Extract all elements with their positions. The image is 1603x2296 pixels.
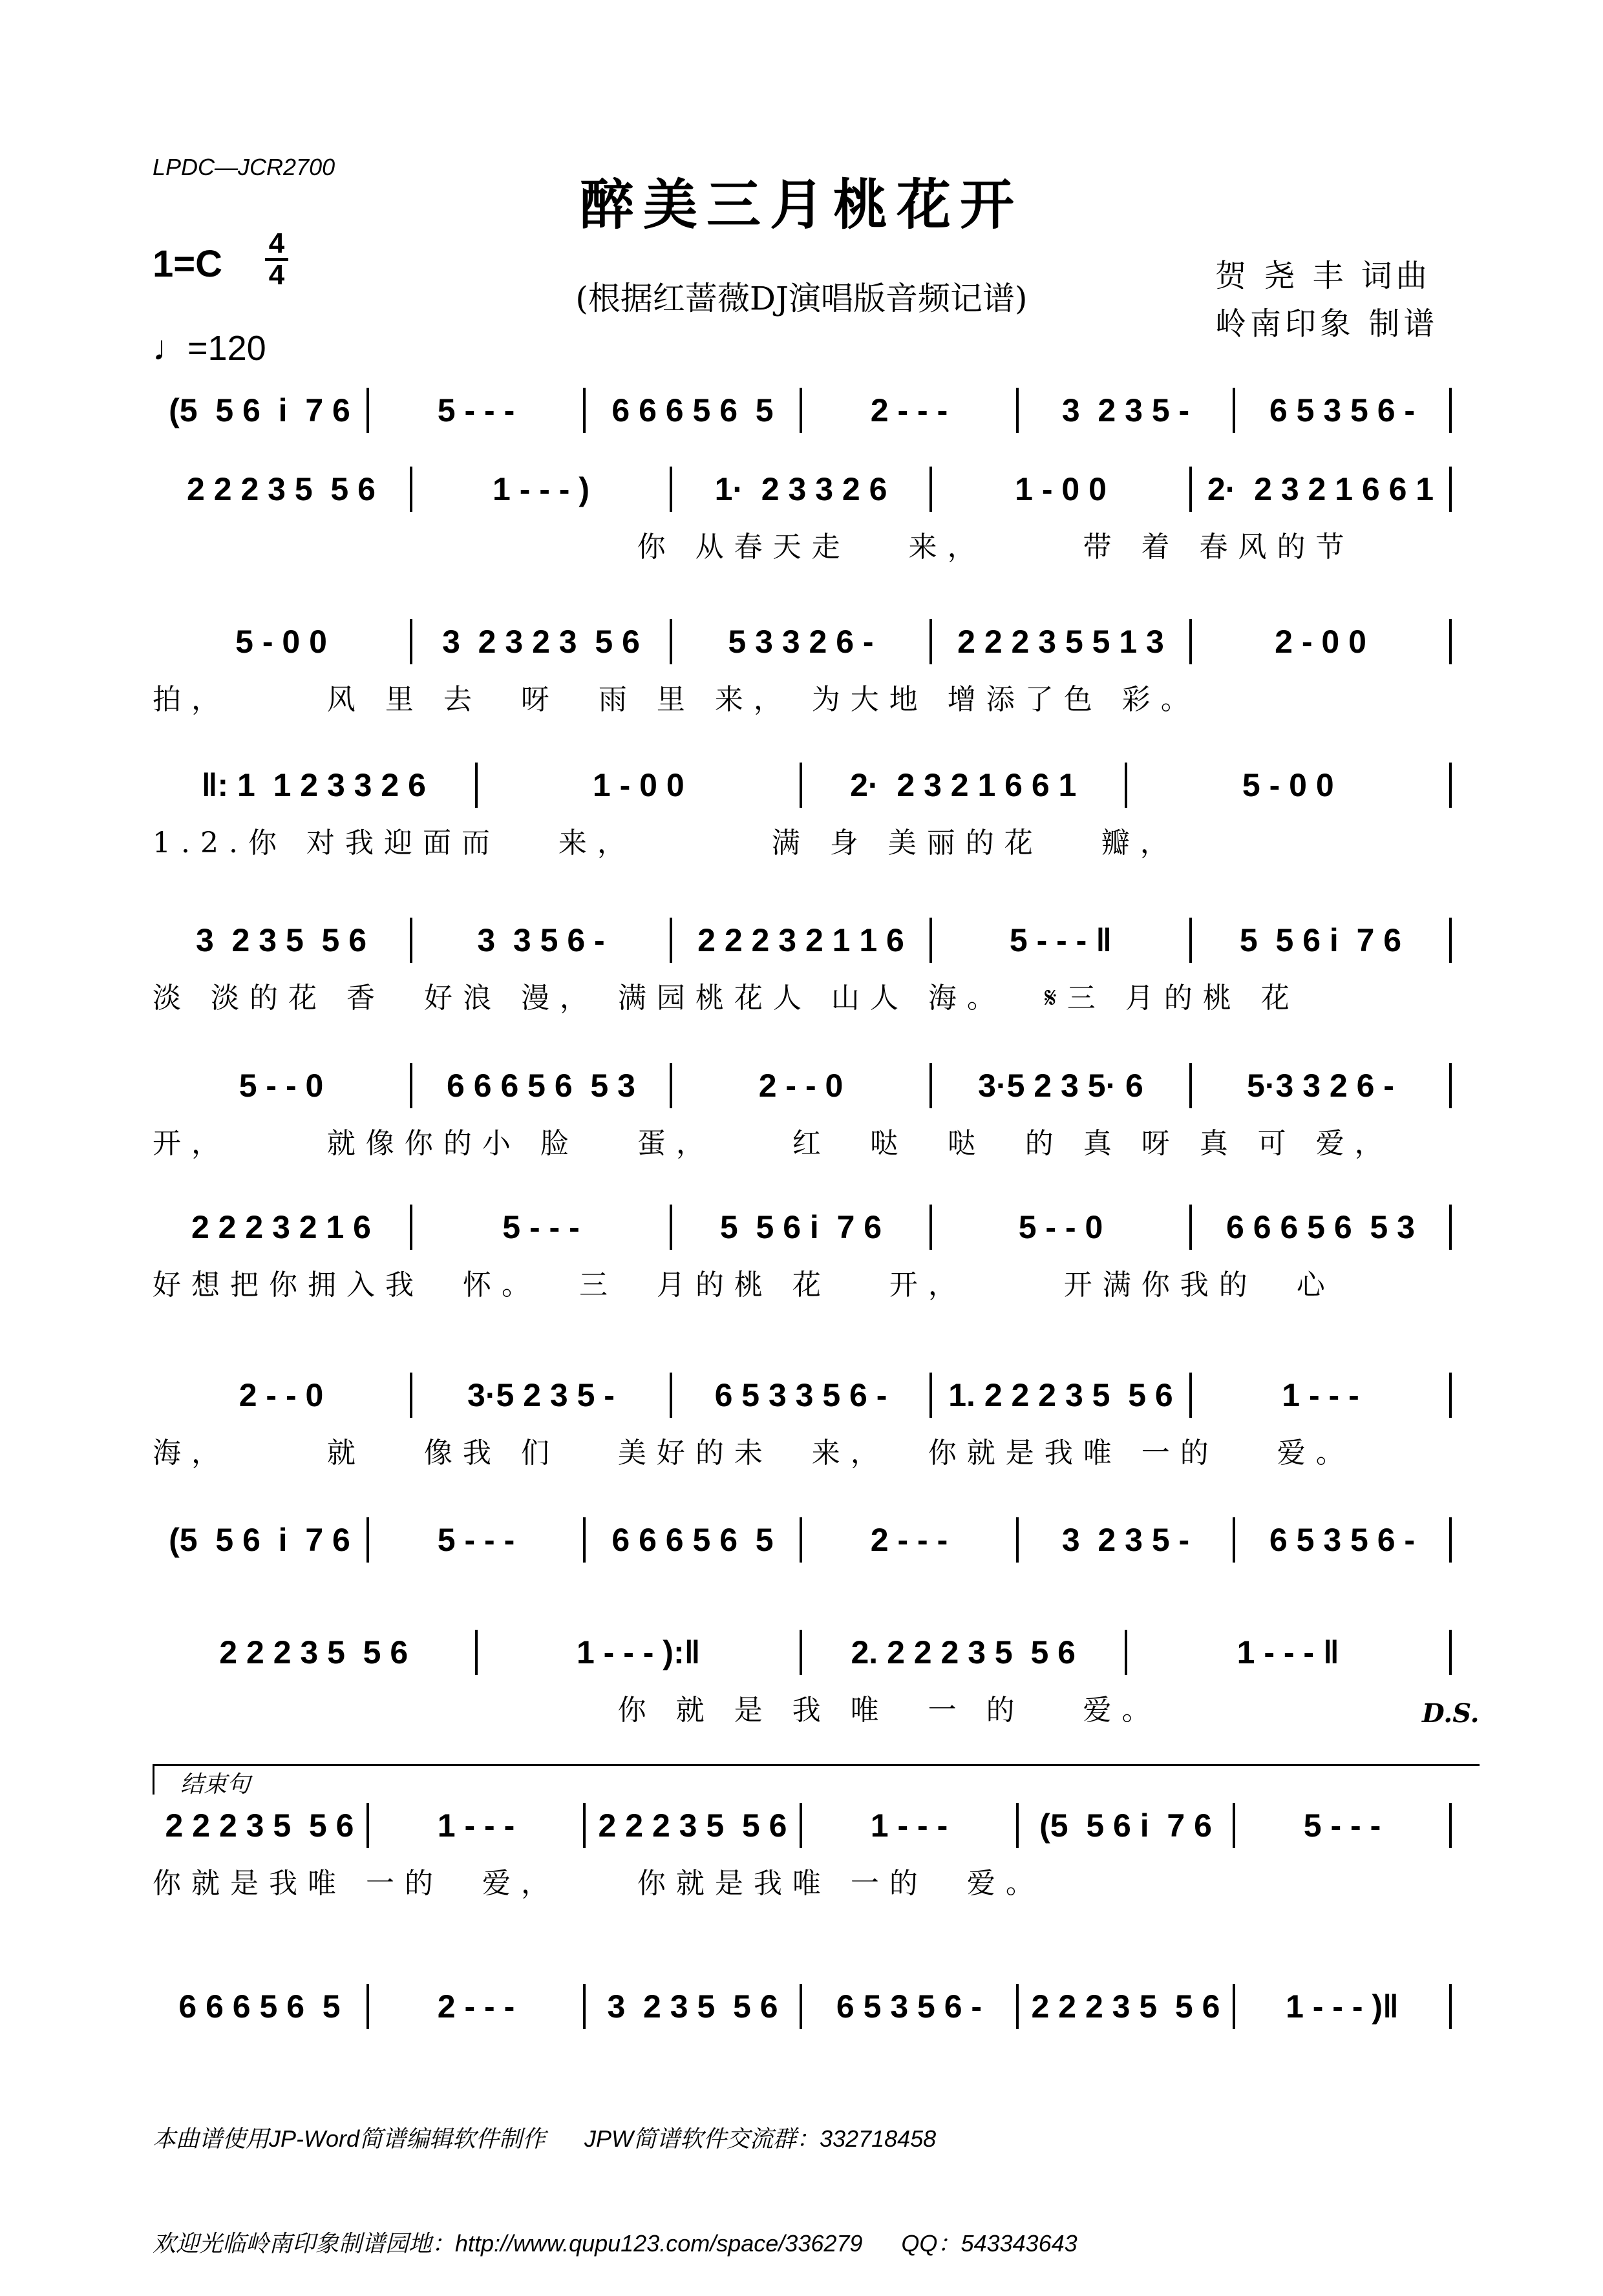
measure: 2 - - - — [369, 1984, 586, 2029]
measure: 2· 2 3 2 1 6 6 1 — [802, 763, 1127, 808]
credits — [1215, 252, 1438, 348]
measure: ‖: 1 1 2 3 3 2 6 — [153, 763, 478, 808]
composer-credit: 贺 尧 丰 词曲 — [1215, 258, 1431, 294]
measure: 2 - 0 0 — [1192, 619, 1452, 664]
arranger-credit: 岭南印象 制谱 — [1215, 306, 1439, 342]
lyrics-line: 你 从春天走 来， 带 着 春风的节 — [153, 531, 1355, 563]
score-row — [153, 388, 1452, 433]
measure: 2 - - 0 — [672, 1063, 932, 1108]
score-row — [153, 1205, 1452, 1250]
measure: 2 2 2 3 5 5 6 — [153, 1803, 369, 1848]
score-row — [153, 1803, 1452, 1848]
measure: 1 - - - — [369, 1803, 586, 1848]
time-top: 4 — [268, 227, 285, 259]
measure: 1. 2 2 2 3 5 5 6 — [932, 1373, 1192, 1418]
measure: 3·5 2 3 5· 6 — [932, 1063, 1192, 1108]
measure: 5 3 3 2 6 - — [672, 619, 932, 664]
measure: 6 5 3 5 6 - — [1235, 1517, 1452, 1563]
measure: 2· 2 3 2 1 6 6 1 — [1192, 467, 1452, 512]
score-row — [153, 1984, 1452, 2029]
measure: 5 - 0 0 — [1127, 763, 1452, 808]
measure: 6 6 6 5 6 5 3 — [1192, 1205, 1452, 1250]
measure: 5 - - - — [1235, 1803, 1452, 1848]
measure: 3 3 5 6 - — [412, 918, 672, 963]
measure: 3 2 3 5 5 6 — [153, 918, 412, 963]
measure: 5 - - - — [369, 1517, 586, 1563]
measure: 3 2 3 2 3 5 6 — [412, 619, 672, 664]
measure: 5 5 6 i 7 6 — [672, 1205, 932, 1250]
score-row — [153, 1630, 1452, 1675]
song-title: 醉美三月桃花开 — [579, 173, 1023, 237]
measure: 3·5 2 3 5 - — [412, 1373, 672, 1418]
measure: (5 5 6 i 7 6 — [153, 1517, 369, 1563]
measure: 3 2 3 5 5 6 — [586, 1984, 802, 2029]
measure: 6 6 6 5 6 5 — [586, 388, 802, 433]
measure: 5 - - - ‖ — [932, 918, 1192, 963]
measure: 5 - - 0 — [153, 1063, 412, 1108]
measure: 2 2 2 3 5 5 1 3 — [932, 619, 1192, 664]
measure: 6 6 6 5 6 5 3 — [412, 1063, 672, 1108]
measure: 5·3 3 2 6 - — [1192, 1063, 1452, 1108]
key-signature: 1=C — [153, 243, 223, 285]
measure: 5 - - - — [412, 1205, 672, 1250]
footer-line-1: 本曲谱使用JP-Word简谱编辑软件制作 JPW简谱软件交流群：332718458 — [153, 2125, 937, 2152]
measure: 2 2 2 3 2 1 1 6 — [672, 918, 932, 963]
measure: 1 - - - ) — [412, 467, 672, 512]
measure: 2 - - - — [802, 1517, 1019, 1563]
measure: 5 - - 0 — [932, 1205, 1192, 1250]
measure: 2 - - 0 — [153, 1373, 412, 1418]
measure: 2. 2 2 2 3 5 5 6 — [802, 1630, 1127, 1675]
score-row — [153, 1063, 1452, 1108]
score-row — [153, 1373, 1452, 1418]
measure: 5 5 6 i 7 6 — [1192, 918, 1452, 963]
measure: (5 5 6 i 7 6 — [153, 388, 369, 433]
measure: 2 2 2 3 5 5 6 — [153, 1630, 478, 1675]
measure: 1 - 0 0 — [478, 763, 803, 808]
measure: 1 - - - ):‖ — [478, 1630, 803, 1675]
time-bottom: 4 — [268, 259, 285, 291]
lyrics-line: 你 就 是 我 唯 一 的 爱。 — [153, 1694, 1161, 1727]
score-row — [153, 467, 1452, 512]
lyrics-line: 好想把你拥入我 怀。 三 月的桃 花 开， 开满你我的 心 — [153, 1269, 1335, 1301]
measure: 1 - - - ‖ — [1127, 1630, 1452, 1675]
tempo-mark: ♩=120 — [153, 329, 266, 368]
coda-label: 结束句 — [153, 1764, 1480, 1795]
footer — [153, 2052, 1078, 2296]
score-row — [153, 763, 1452, 808]
lyrics-line: 开， 就像你的小 脸 蛋， 红 哒 哒 的 真 呀 真 可 爱， — [153, 1127, 1394, 1160]
measure: 6 5 3 3 5 6 - — [672, 1373, 932, 1418]
measure: 5 - 0 0 — [153, 619, 412, 664]
measure: (5 5 6 i 7 6 — [1019, 1803, 1235, 1848]
measure: 6 5 3 5 6 - — [1235, 388, 1452, 433]
lyrics-line: 淡 淡的花 香 好浪 漫， 满园桃花人 山人 海。 𝄋三 月的桃 花 — [153, 982, 1300, 1015]
measure: 2 - - - — [802, 388, 1019, 433]
ds-mark: D.S. — [1422, 1698, 1480, 1729]
lyrics-line: 拍， 风 里 去 呀 雨 里 来， 为大地 增添了色 彩。 — [153, 683, 1200, 716]
measure: 1 - - - — [802, 1803, 1019, 1848]
measure: 6 5 3 5 6 - — [802, 1984, 1019, 2029]
measure: 1 - 0 0 — [932, 467, 1192, 512]
measure: 1· 2 3 3 2 6 — [672, 467, 932, 512]
subtitle: (根据红蔷薇DJ演唱版音频记谱) — [575, 280, 1028, 317]
lyrics-line: 1.2.你 对我迎面而 来， 满 身 美丽的花 瓣， — [153, 827, 1179, 859]
footer-line-2: 欢迎光临岭南印象制谱园地：http://www.qupu123.com/space/336279 QQ：543343643 — [153, 2230, 1078, 2257]
score-code: LPDC—JCR2700 — [153, 154, 335, 180]
measure: 2 2 2 3 5 5 6 — [1019, 1984, 1235, 2029]
measure: 3 2 3 5 - — [1019, 388, 1235, 433]
measure: 2 2 2 3 5 5 6 — [586, 1803, 802, 1848]
score-row — [153, 918, 1452, 963]
lyrics-line: 你就是我唯 一的 爱， 你就是我唯 一的 爱。 — [153, 1867, 1045, 1900]
measure: 5 - - - — [369, 388, 586, 433]
score-row — [153, 1517, 1452, 1563]
measure: 1 - - - )‖ — [1235, 1984, 1452, 2029]
measure: 1 - - - — [1192, 1373, 1452, 1418]
measure: 6 6 6 5 6 5 — [586, 1517, 802, 1563]
lyrics-line: 海， 就 像我 们 美好的未 来， 你就是我唯 一的 爱。 — [153, 1437, 1355, 1469]
measure: 2 2 2 3 2 1 6 — [153, 1205, 412, 1250]
measure: 2 2 2 3 5 5 6 — [153, 467, 412, 512]
measure: 3 2 3 5 - — [1019, 1517, 1235, 1563]
measure: 6 6 6 5 6 5 — [153, 1984, 369, 2029]
score-row — [153, 619, 1452, 664]
